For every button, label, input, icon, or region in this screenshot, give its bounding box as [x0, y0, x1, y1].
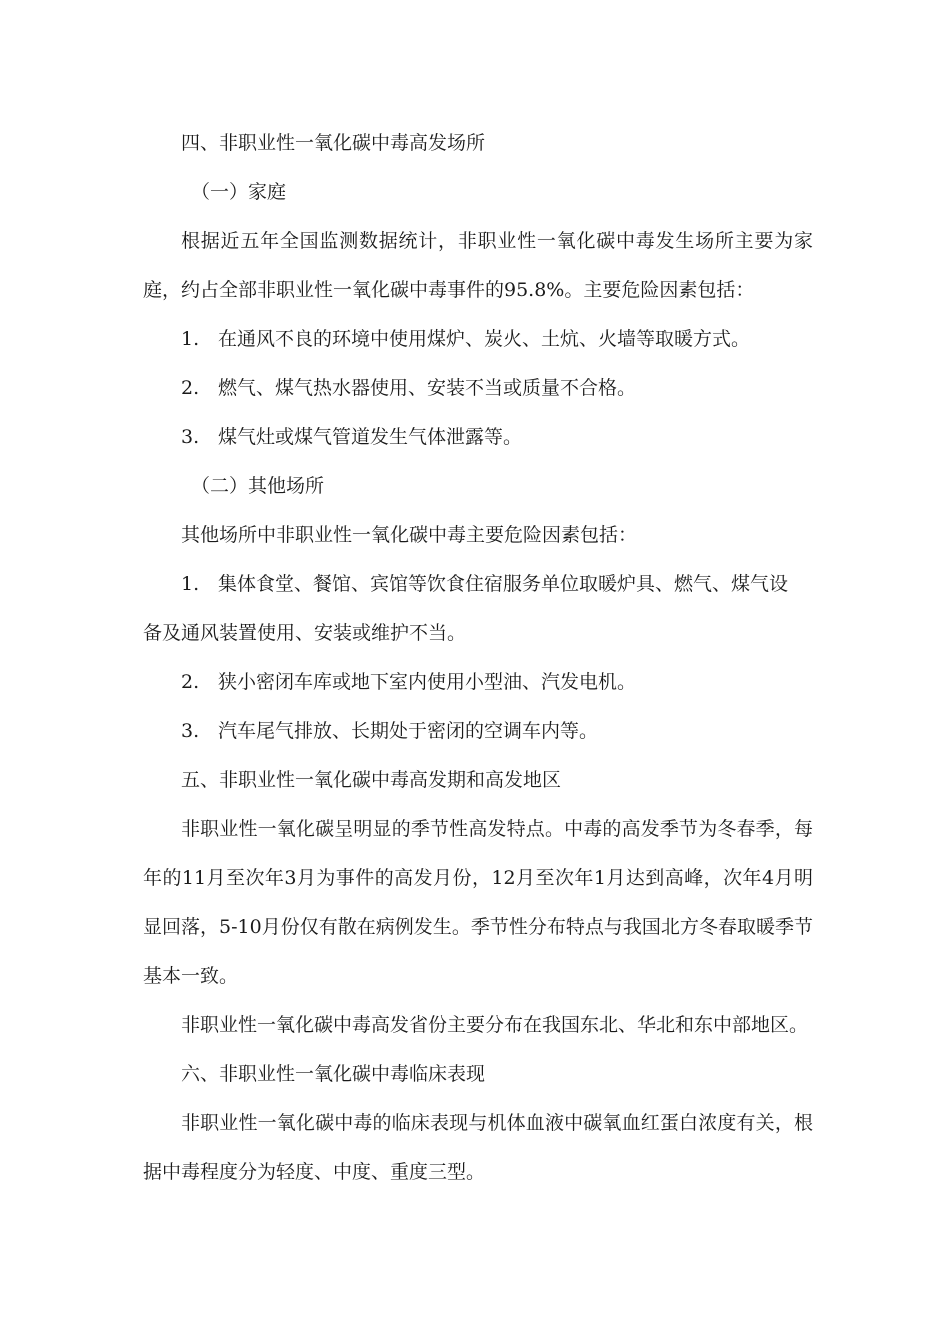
list-item-number: 2.	[181, 377, 200, 399]
seasonal-paragraph: 非职业性一氧化碳呈明显的季节性高发特点。中毒的高发季节为冬春季，每年的11月至次年3月为事件的高发月份，12月至次年1月达到高峰，次年4月明显回落，5-10月份仅有散在病例发生。季节性分布特点与我国北方冬春取暖季节基本一致。	[143, 818, 813, 987]
section-5-heading: 五、非职业性一氧化碳中毒高发期和高发地区	[181, 769, 562, 791]
list-item-number: 1.	[181, 328, 200, 350]
list-item	[143, 413, 813, 462]
list-item	[143, 658, 813, 707]
list-item-text: 集体食堂、餐馆、宾馆等饮食住宿服务单位取暖炉具、燃气、煤气设	[218, 573, 789, 595]
clinical-paragraph: 非职业性一氧化碳中毒的临床表现与机体血液中碳氧血红蛋白浓度有关，根据中毒程度分为轻度、中度、重度三型。	[143, 1112, 813, 1183]
list-item-text: 燃气、煤气热水器使用、安装不当或质量不合格。	[218, 377, 637, 399]
subsection-other-heading: （二）其他场所	[191, 475, 325, 497]
list-item-number: 3.	[181, 426, 200, 448]
list-item	[143, 707, 813, 756]
document-body	[143, 119, 813, 1197]
list-item-number: 1.	[181, 573, 200, 595]
home-intro-paragraph: 根据近五年全国监测数据统计，非职业性一氧化碳中毒发生场所主要为家庭，约占全部非职业性一氧化碳中毒事件的95.8%。主要危险因素包括：	[143, 230, 813, 301]
list-item-text: 狭小密闭车库或地下室内使用小型油、汽发电机。	[218, 671, 637, 693]
list-item-text: 汽车尾气排放、长期处于密闭的空调车内等。	[218, 720, 599, 742]
list-item-text: 煤气灶或煤气管道发生气体泄露等。	[218, 426, 523, 448]
other-intro-paragraph: 其他场所中非职业性一氧化碳中毒主要危险因素包括：	[181, 524, 638, 546]
list-item-number: 3.	[181, 720, 200, 742]
list-item-number: 2.	[181, 671, 200, 693]
list-item	[143, 560, 813, 609]
subsection-home-heading: （一）家庭	[191, 181, 287, 203]
list-item	[143, 315, 813, 364]
list-item-continuation: 备及通风装置使用、安装或维护不当。	[143, 622, 467, 644]
list-item	[143, 364, 813, 413]
list-item-text: 在通风不良的环境中使用煤炉、炭火、土炕、火墙等取暖方式。	[218, 328, 751, 350]
regional-paragraph: 非职业性一氧化碳中毒高发省份主要分布在我国东北、华北和东中部地区。	[181, 1014, 809, 1036]
section-6-heading: 六、非职业性一氧化碳中毒临床表现	[181, 1063, 486, 1085]
section-4-heading: 四、非职业性一氧化碳中毒高发场所	[181, 132, 486, 154]
